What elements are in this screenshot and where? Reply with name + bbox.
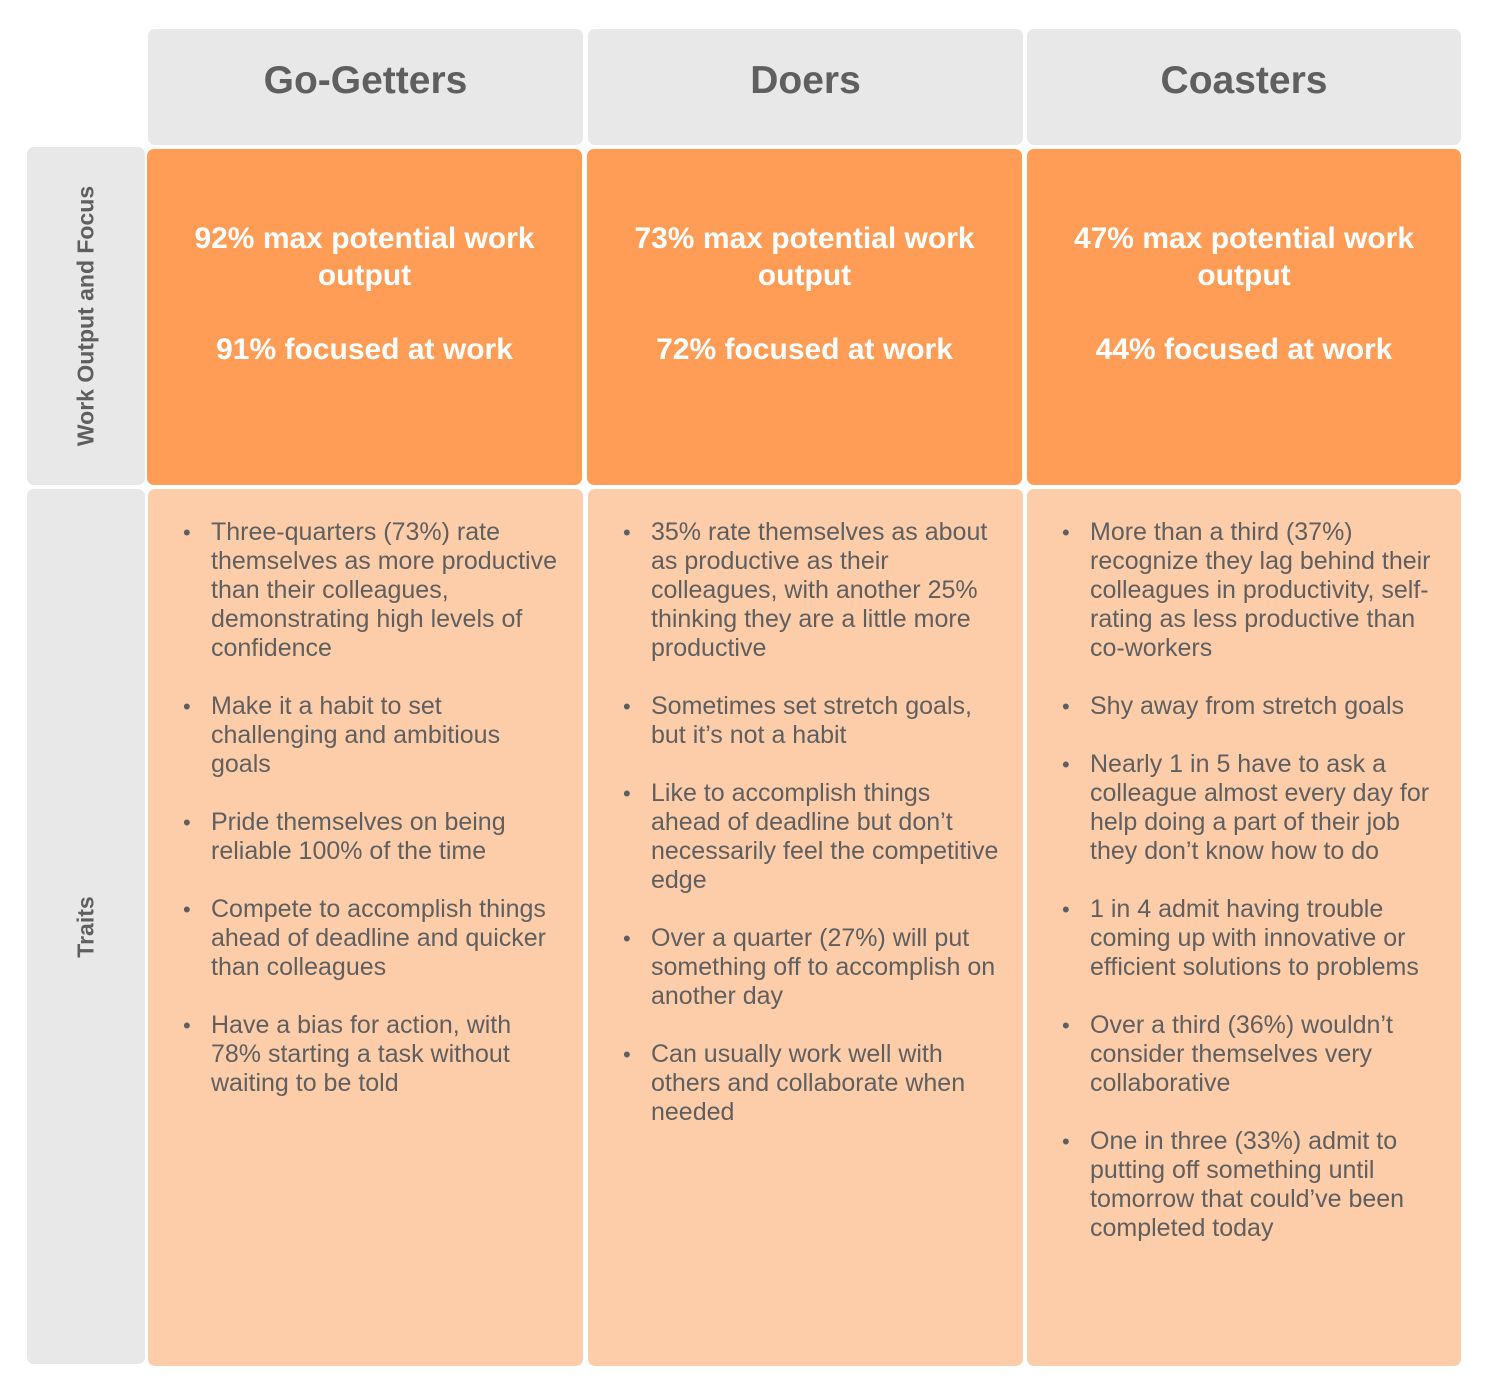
row-label-work-output: Work Output and Focus (72, 185, 99, 447)
column-header-coasters (1027, 29, 1461, 145)
trait-item: • Have a bias for action, with 78% starting a task without waiting to be told (186, 1011, 563, 1098)
trait-item: • Pride themselves on being reliable 100% of the time (186, 808, 563, 866)
column-title: Coasters (1160, 59, 1328, 102)
row-label-traits: Traits (72, 895, 99, 958)
traits-cell-go-getters (148, 489, 583, 1366)
traits-cell-doers (588, 489, 1023, 1366)
row-header-work-output (27, 147, 145, 485)
focus-text: 44% focused at work (1095, 333, 1393, 366)
trait-item: • Can usually work well with others and collaborate when needed (626, 1040, 1003, 1127)
column-title: Doers (750, 59, 861, 102)
trait-item: • Shy away from stretch goals (1065, 692, 1441, 721)
trait-item: • Three-quarters (73%) rate themselves as more productive than their colleagues, demonstrating high levels of confidence (186, 518, 563, 663)
output-cell-doers (587, 149, 1022, 485)
focus-text: 72% focused at work (656, 333, 953, 366)
traits-list (626, 518, 1003, 1127)
column-header-doers (588, 29, 1023, 145)
focus-text: 91% focused at work (216, 333, 513, 366)
output-text: 92% max potential work output (194, 222, 535, 292)
trait-item: • 1 in 4 admit having trouble coming up with innovative or efficient solutions to problems (1065, 895, 1441, 982)
output-text: 73% max potential work output (634, 222, 975, 292)
output-text: 47% max potential work output (1073, 222, 1415, 292)
trait-item: • Compete to accomplish things ahead of deadline and quicker than colleagues (186, 895, 563, 982)
output-cell-coasters (1027, 149, 1461, 485)
output-cell-go-getters (147, 149, 582, 485)
trait-item: • Nearly 1 in 5 have to ask a colleague almost every day for help doing a part of their job they don’t know how to do (1065, 750, 1441, 866)
column-header-go-getters (148, 29, 583, 145)
column-title: Go-Getters (263, 59, 468, 102)
trait-item: • Over a quarter (27%) will put something off to accomplish on another day (626, 924, 1003, 1011)
traits-cell-coasters (1027, 489, 1461, 1366)
traits-list (186, 518, 563, 1098)
trait-item: • 35% rate themselves as about as productive as their colleagues, with another 25% thinking they are a little more productive (626, 518, 1003, 663)
trait-item: • More than a third (37%) recognize they lag behind their colleagues in productivity, self-rating as less productive than co-workers (1065, 518, 1441, 663)
trait-item: • Make it a habit to set challenging and ambitious goals (186, 692, 563, 779)
traits-list (1065, 518, 1441, 1243)
trait-item: • Over a third (36%) wouldn’t consider themselves very collaborative (1065, 1011, 1441, 1098)
trait-item: • Like to accomplish things ahead of deadline but don’t necessarily feel the competitive edge (626, 779, 1003, 895)
trait-item: • One in three (33%) admit to putting off something until tomorrow that could’ve been completed today (1065, 1127, 1441, 1243)
trait-item: • Sometimes set stretch goals, but it’s not a habit (626, 692, 1003, 750)
row-header-traits (27, 489, 145, 1364)
